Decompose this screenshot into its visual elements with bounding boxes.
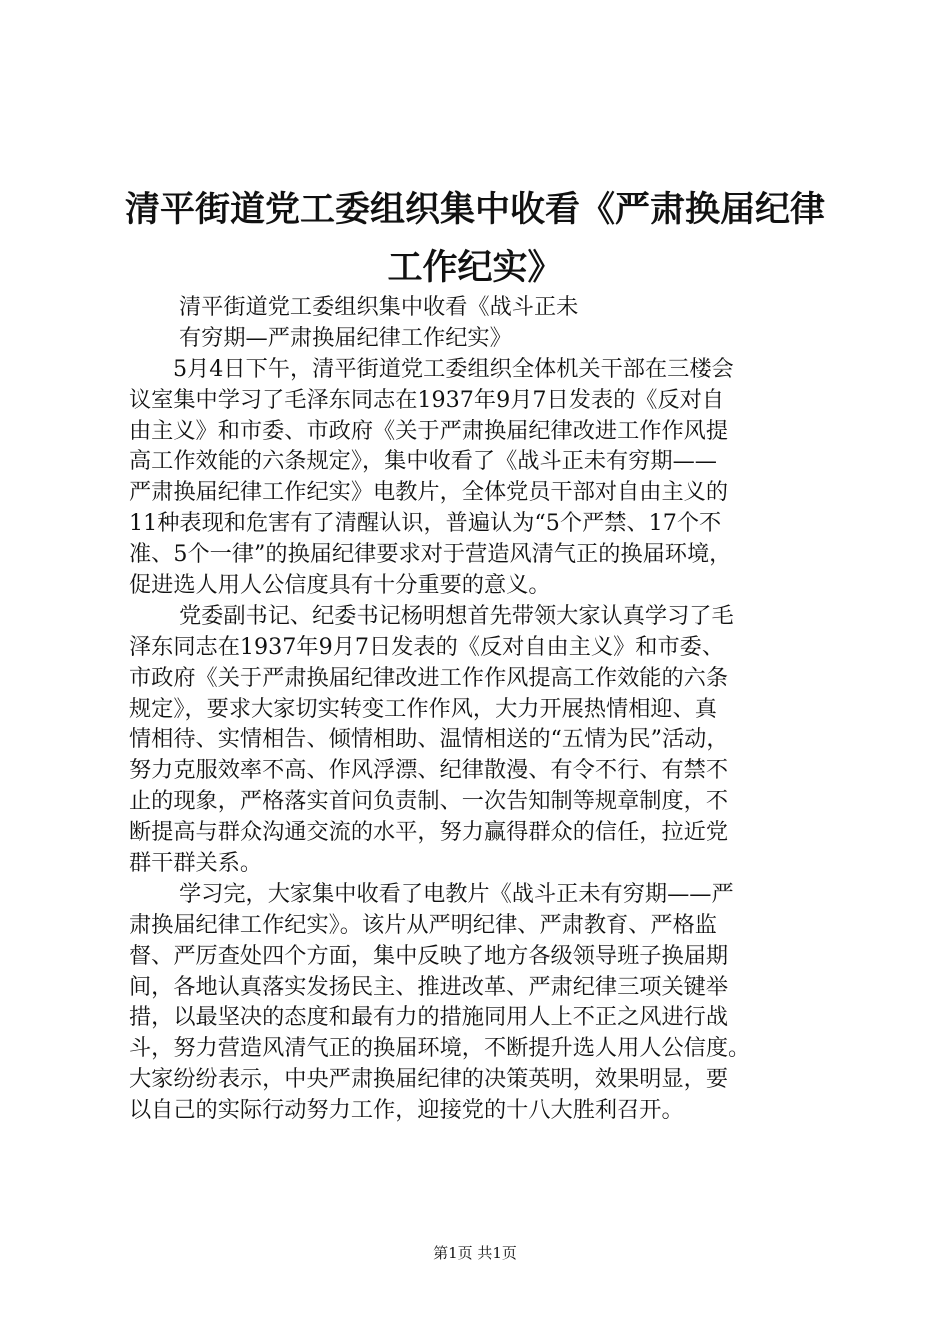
- paragraph-3-line: 以自己的实际行动努力工作，迎接党的十八大胜利召开。: [129, 1097, 684, 1124]
- paragraph-1-line: 高工作效能的六条规定》，集中收看了《战斗正未有穷期——: [129, 448, 717, 475]
- paragraph-1-line: 严肃换届纪律工作纪实》电教片，全体党员干部对自由主义的: [129, 479, 729, 506]
- paragraph-2-line: 情相待、实情相告、倾情相助、温情相送的“五情为民”活动，: [129, 726, 729, 753]
- paragraph-2-line: 群干群关系。: [129, 850, 263, 877]
- paragraph-1-line: 准、5个一律”的换届纪律要求对于营造风清气正的换届环境，: [129, 541, 732, 568]
- document-body: [129, 292, 841, 1126]
- paragraph-1-line: 11种表现和危害有了清醒认识，普遍认为“5个严禁、17个不: [129, 510, 722, 537]
- document-title-line-1: 清平街道党工委组织集中收看《严肃换届纪律: [124, 189, 825, 230]
- paragraph-3-line: 学习完，大家集中收看了电教片《战斗正未有穷期——严: [179, 880, 734, 907]
- paragraph-2-line: 止的现象，严格落实首问负责制、一次告知制等规章制度，不: [129, 788, 729, 815]
- paragraph-2-line: 泽东同志在1937年9月7日发表的《反对自由主义》和市委、: [129, 633, 725, 660]
- paragraph-3-line: 督、严厉查处四个方面，集中反映了地方各级领导班子换届期: [129, 942, 729, 969]
- subtitle-line-1: 清平街道党工委组织集中收看《战斗正未: [179, 294, 579, 320]
- paragraph-1-line: 促进选人用人公信度具有十分重要的意义。: [129, 572, 551, 599]
- paragraph-3-line: 措，以最坚决的态度和最有力的措施同用人上不正之风进行战: [129, 1004, 729, 1031]
- document-title-line-2: 工作纪实》: [387, 247, 563, 288]
- paragraph-3-line: 大家纷纷表示，中央严肃换届纪律的决策英明，效果明显，要: [129, 1066, 729, 1093]
- page-footer: 第1页 共1页: [433, 1244, 517, 1262]
- paragraph-2-line: 市政府《关于严肃换届纪律改进工作作风提高工作效能的六条: [129, 664, 729, 691]
- paragraph-1-line: 议室集中学习了毛泽东同志在1937年9月7日发表的《反对自: [129, 386, 725, 413]
- paragraph-2-line: 党委副书记、纪委书记杨明想首先带领大家认真学习了毛: [179, 602, 734, 629]
- paragraph-1-line: 由主义》和市委、市政府《关于严肃换届纪律改进工作作风提: [129, 417, 729, 444]
- paragraph-2-line: 规定》，要求大家切实转变工作作风，大力开展热情相迎、真: [129, 695, 717, 722]
- paragraph-2-line: 断提高与群众沟通交流的水平，努力赢得群众的信任，拉近党: [129, 819, 729, 846]
- paragraph-3-line: 肃换届纪律工作纪实》。该片从严明纪律、严肃教育、严格监: [129, 911, 717, 938]
- subtitle-line-2: 有穷期—严肃换届纪律工作纪实》: [179, 324, 512, 351]
- paragraph-2-line: 努力克服效率不高、作风浮漂、纪律散漫、有令不行、有禁不: [129, 757, 729, 784]
- paragraph-3-line: 间，各地认真落实发扬民主、推进改革、严肃纪律三项关键举: [129, 973, 729, 1000]
- paragraph-1-line: 5月4日下午，清平街道党工委组织全体机关干部在三楼会: [173, 355, 734, 382]
- paragraph-3-line: 斗，努力营造风清气正的换届环境，不断提升选人用人公信度。: [129, 1035, 751, 1062]
